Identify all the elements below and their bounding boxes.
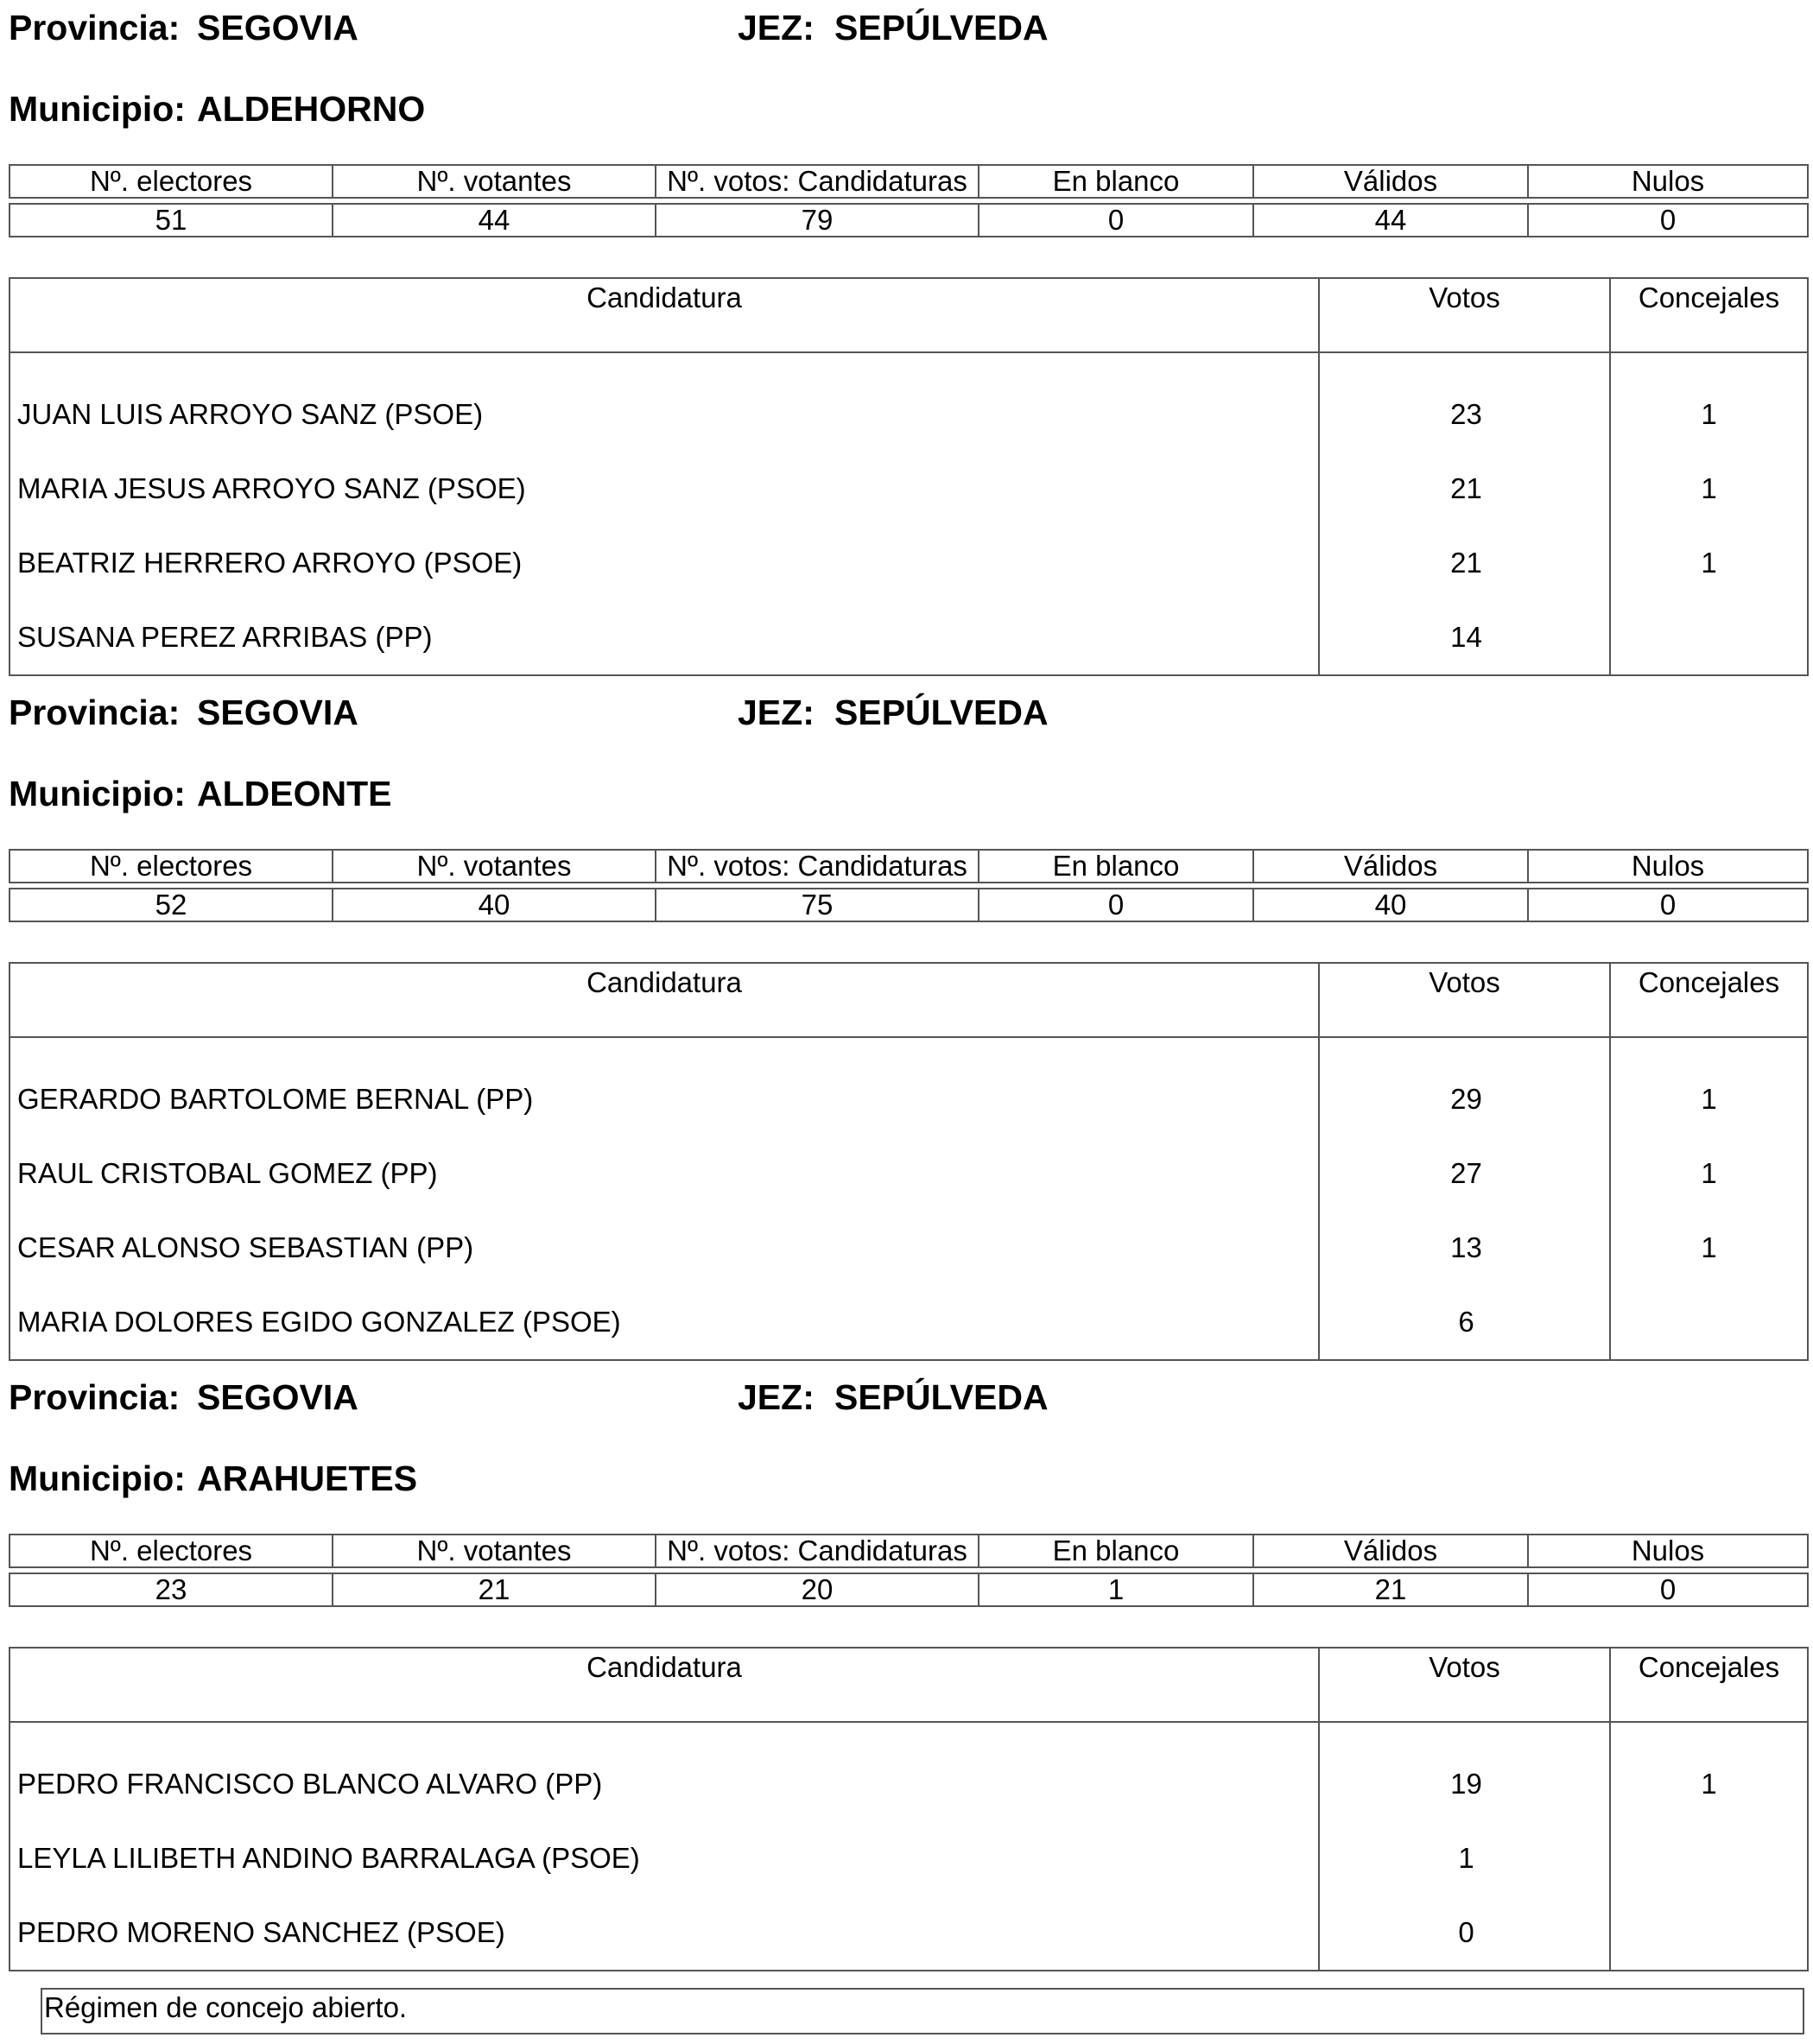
candidate-votos: 19 bbox=[1319, 1747, 1610, 1821]
value-electores: 52 bbox=[10, 889, 333, 921]
jez-label: JEZ: bbox=[738, 8, 815, 47]
header-nulos: Nulos bbox=[1528, 1535, 1808, 1567]
candidate-concejales: 1 bbox=[1610, 1747, 1808, 1821]
candidate-row bbox=[10, 526, 1808, 600]
candidate-name: LEYLA LILIBETH ANDINO BARRALAGA (PSOE) bbox=[10, 1821, 1319, 1895]
candidates-table bbox=[9, 1647, 1809, 1971]
candidate-concejales bbox=[1610, 600, 1808, 675]
candidates-table bbox=[9, 962, 1809, 1361]
provincia-value: SEGOVIA bbox=[197, 693, 358, 732]
provincia-label: Provincia: bbox=[9, 1377, 181, 1417]
candidate-name: CESAR ALONSO SEBASTIAN (PP) bbox=[10, 1211, 1319, 1285]
municipio-value: ARAHUETES bbox=[197, 1459, 418, 1498]
header-votantes: Nº. votantes bbox=[333, 165, 656, 198]
value-votantes: 21 bbox=[333, 1573, 656, 1606]
stats-table bbox=[9, 1534, 1809, 1607]
stats-table bbox=[9, 164, 1809, 237]
candidate-row bbox=[10, 1747, 1808, 1821]
candidates-header-row bbox=[10, 278, 1808, 352]
candidate-votos: 21 bbox=[1319, 452, 1610, 526]
candidate-votos: 21 bbox=[1319, 526, 1610, 600]
stats-value-row bbox=[10, 204, 1808, 237]
header-electores: Nº. electores bbox=[10, 850, 333, 883]
value-nulos: 0 bbox=[1528, 889, 1808, 921]
header-validos: Válidos bbox=[1253, 165, 1528, 198]
provincia-label: Provincia: bbox=[9, 8, 181, 47]
candidate-concejales: 1 bbox=[1610, 1211, 1808, 1285]
header-validos: Válidos bbox=[1253, 850, 1528, 883]
candidate-name: BEATRIZ HERRERO ARROYO (PSOE) bbox=[10, 526, 1319, 600]
header-candidatura: Candidatura bbox=[10, 278, 1319, 352]
provincia-value: SEGOVIA bbox=[197, 1377, 358, 1417]
regimen-note: Régimen de concejo abierto. bbox=[41, 1988, 1804, 2035]
municipio-value: ALDEHORNO bbox=[197, 89, 426, 129]
municipio-label: Municipio: bbox=[9, 89, 186, 129]
candidate-concejales bbox=[1610, 1285, 1808, 1360]
candidate-row bbox=[10, 1821, 1808, 1895]
header-votantes: Nº. votantes bbox=[333, 850, 656, 883]
header-nulos: Nulos bbox=[1528, 165, 1808, 198]
candidate-name: PEDRO MORENO SANCHEZ (PSOE) bbox=[10, 1895, 1319, 1971]
stats-value-row bbox=[10, 1573, 1808, 1606]
candidate-row bbox=[10, 1285, 1808, 1360]
header-votos-candidaturas: Nº. votos: Candidaturas bbox=[656, 1535, 979, 1567]
header-votos: Votos bbox=[1319, 1648, 1610, 1722]
header-concejales: Concejales bbox=[1610, 1648, 1808, 1722]
candidate-votos: 23 bbox=[1319, 377, 1610, 452]
candidate-row bbox=[10, 377, 1808, 452]
jez-label: JEZ: bbox=[738, 1377, 815, 1417]
stats-header-row bbox=[10, 1535, 1808, 1567]
jez-value: SEPÚLVEDA bbox=[834, 1377, 1049, 1417]
header-validos: Válidos bbox=[1253, 1535, 1528, 1567]
candidates-header-row bbox=[10, 963, 1808, 1037]
candidate-concejales: 1 bbox=[1610, 1136, 1808, 1211]
candidate-votos: 13 bbox=[1319, 1211, 1610, 1285]
municipio-label: Municipio: bbox=[9, 774, 186, 813]
value-electores: 23 bbox=[10, 1573, 333, 1606]
candidate-name: JUAN LUIS ARROYO SANZ (PSOE) bbox=[10, 377, 1319, 452]
header-votos-candidaturas: Nº. votos: Candidaturas bbox=[656, 850, 979, 883]
header-en-blanco: En blanco bbox=[979, 850, 1253, 883]
value-nulos: 0 bbox=[1528, 1573, 1808, 1606]
header-votos-candidaturas: Nº. votos: Candidaturas bbox=[656, 165, 979, 198]
provincia-value: SEGOVIA bbox=[197, 8, 358, 47]
candidate-name: GERARDO BARTOLOME BERNAL (PP) bbox=[10, 1062, 1319, 1136]
municipio-value: ALDEONTE bbox=[197, 774, 392, 813]
candidate-concejales: 1 bbox=[1610, 452, 1808, 526]
candidate-row bbox=[10, 1895, 1808, 1971]
candidate-name: SUSANA PEREZ ARRIBAS (PP) bbox=[10, 600, 1319, 675]
stats-value-row bbox=[10, 889, 1808, 921]
candidate-row bbox=[10, 1136, 1808, 1211]
value-validos: 40 bbox=[1253, 889, 1528, 921]
value-votantes: 44 bbox=[333, 204, 656, 237]
candidate-name: MARIA DOLORES EGIDO GONZALEZ (PSOE) bbox=[10, 1285, 1319, 1360]
candidate-concejales bbox=[1610, 1895, 1808, 1971]
candidates-table bbox=[9, 277, 1809, 676]
jez-value: SEPÚLVEDA bbox=[834, 693, 1049, 732]
candidate-name: MARIA JESUS ARROYO SANZ (PSOE) bbox=[10, 452, 1319, 526]
candidate-name: RAUL CRISTOBAL GOMEZ (PP) bbox=[10, 1136, 1319, 1211]
value-electores: 51 bbox=[10, 204, 333, 237]
candidate-row bbox=[10, 452, 1808, 526]
candidate-concejales: 1 bbox=[1610, 526, 1808, 600]
candidates-header-row bbox=[10, 1648, 1808, 1722]
municipio-label: Municipio: bbox=[9, 1459, 186, 1498]
candidate-votos: 27 bbox=[1319, 1136, 1610, 1211]
candidate-row bbox=[10, 600, 1808, 675]
header-en-blanco: En blanco bbox=[979, 165, 1253, 198]
candidate-votos: 29 bbox=[1319, 1062, 1610, 1136]
header-votos: Votos bbox=[1319, 963, 1610, 1037]
value-nulos: 0 bbox=[1528, 204, 1808, 237]
value-en-blanco: 0 bbox=[979, 889, 1253, 921]
header-electores: Nº. electores bbox=[10, 165, 333, 198]
stats-header-row bbox=[10, 850, 1808, 883]
header-votantes: Nº. votantes bbox=[333, 1535, 656, 1567]
provincia-label: Provincia: bbox=[9, 693, 181, 732]
jez-label: JEZ: bbox=[738, 693, 815, 732]
candidate-votos: 1 bbox=[1319, 1821, 1610, 1895]
stats-header-row bbox=[10, 165, 1808, 198]
header-concejales: Concejales bbox=[1610, 278, 1808, 352]
value-en-blanco: 0 bbox=[979, 204, 1253, 237]
header-concejales: Concejales bbox=[1610, 963, 1808, 1037]
header-candidatura: Candidatura bbox=[10, 963, 1319, 1037]
candidate-votos: 0 bbox=[1319, 1895, 1610, 1971]
header-nulos: Nulos bbox=[1528, 850, 1808, 883]
value-votos-candidaturas: 20 bbox=[656, 1573, 979, 1606]
value-validos: 44 bbox=[1253, 204, 1528, 237]
candidate-concejales: 1 bbox=[1610, 1062, 1808, 1136]
candidate-name: PEDRO FRANCISCO BLANCO ALVARO (PP) bbox=[10, 1747, 1319, 1821]
candidate-row bbox=[10, 1211, 1808, 1285]
candidate-concejales: 1 bbox=[1610, 377, 1808, 452]
header-votos: Votos bbox=[1319, 278, 1610, 352]
stats-table bbox=[9, 849, 1809, 922]
candidate-concejales bbox=[1610, 1821, 1808, 1895]
value-votos-candidaturas: 75 bbox=[656, 889, 979, 921]
header-en-blanco: En blanco bbox=[979, 1535, 1253, 1567]
jez-value: SEPÚLVEDA bbox=[834, 8, 1049, 47]
candidate-row bbox=[10, 1062, 1808, 1136]
candidate-votos: 14 bbox=[1319, 600, 1610, 675]
value-votantes: 40 bbox=[333, 889, 656, 921]
value-en-blanco: 1 bbox=[979, 1573, 1253, 1606]
candidate-votos: 6 bbox=[1319, 1285, 1610, 1360]
value-votos-candidaturas: 79 bbox=[656, 204, 979, 237]
header-candidatura: Candidatura bbox=[10, 1648, 1319, 1722]
header-electores: Nº. electores bbox=[10, 1535, 333, 1567]
value-validos: 21 bbox=[1253, 1573, 1528, 1606]
